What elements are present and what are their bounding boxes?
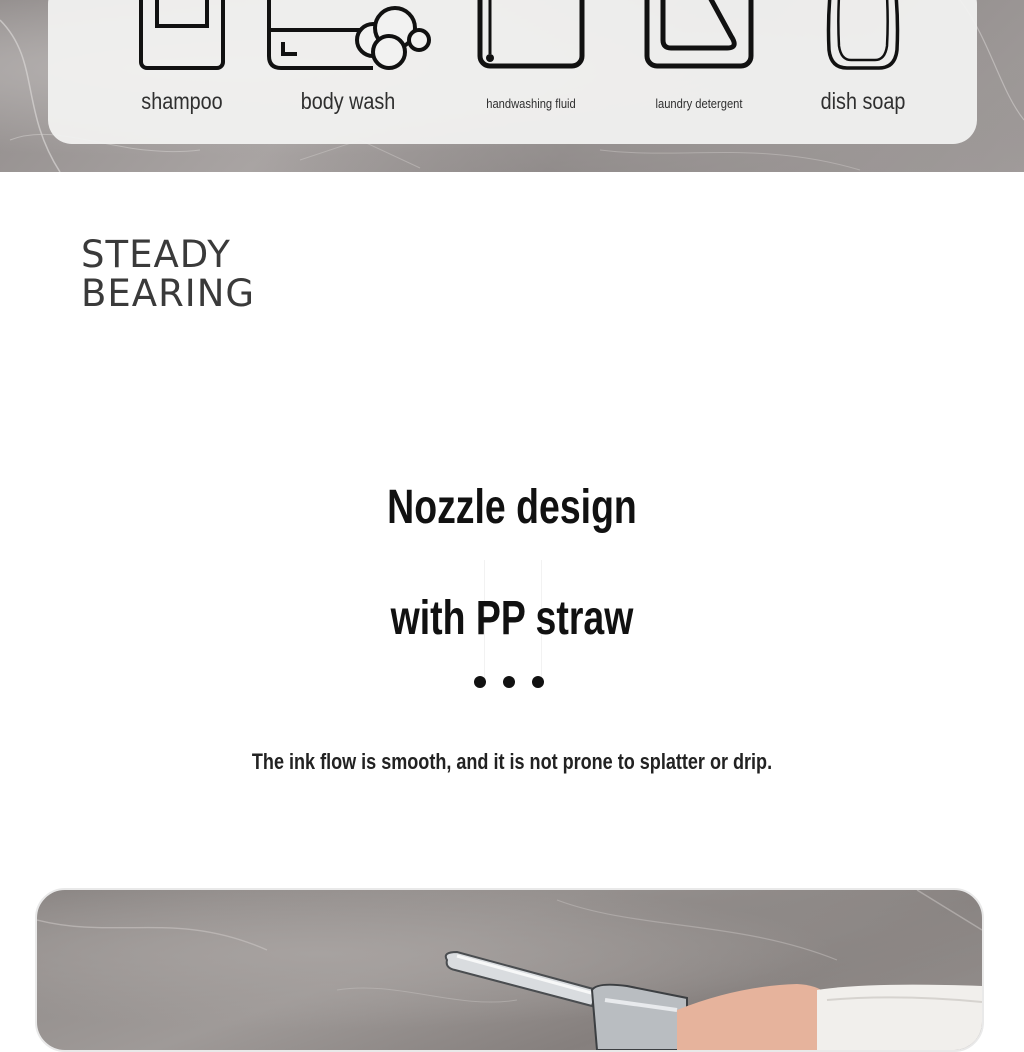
- ellipsis-dots: [474, 676, 546, 690]
- chrome-nozzle-image: [37, 890, 982, 1050]
- usage-panel: [48, 0, 977, 144]
- feature-description: The ink flow is smooth, and it is not prone to splatter or drip.: [251, 749, 773, 774]
- usage-item-handwashing-fluid: [451, 0, 611, 144]
- usage-item-dish-soap: [783, 0, 943, 144]
- dot-2: [503, 676, 515, 688]
- usage-label-handwashing-fluid: handwashing fluid: [486, 96, 576, 111]
- steady-bearing-heading: [81, 235, 255, 313]
- handwashing-fluid-icon: [476, 0, 586, 72]
- heading-line-2: BEARING: [81, 272, 256, 315]
- marble-background-top: [0, 0, 1024, 172]
- usage-label-body-wash: body wash: [300, 88, 396, 114]
- feature-title-line-1: Nozzle design: [387, 481, 637, 534]
- usage-label-shampoo: shampoo: [141, 88, 223, 114]
- usage-label-dish-soap: dish soap: [820, 88, 906, 114]
- dot-3: [532, 676, 544, 688]
- body-wash-bathtub-icon: [263, 0, 433, 72]
- usage-item-laundry-detergent: [619, 0, 779, 144]
- heading-line-1: STEADY: [81, 233, 231, 276]
- dish-soap-bottle-icon: [825, 0, 901, 72]
- usage-item-body-wash: [268, 0, 428, 144]
- laundry-detergent-icon: [643, 0, 755, 72]
- dot-1: [474, 676, 486, 688]
- usage-label-laundry-detergent: laundry detergent: [655, 96, 743, 111]
- product-photo: [35, 888, 984, 1052]
- feature-title-line-2: with PP straw: [390, 592, 634, 645]
- shampoo-bottle-icon: [137, 0, 227, 72]
- usage-item-shampoo: [102, 0, 262, 144]
